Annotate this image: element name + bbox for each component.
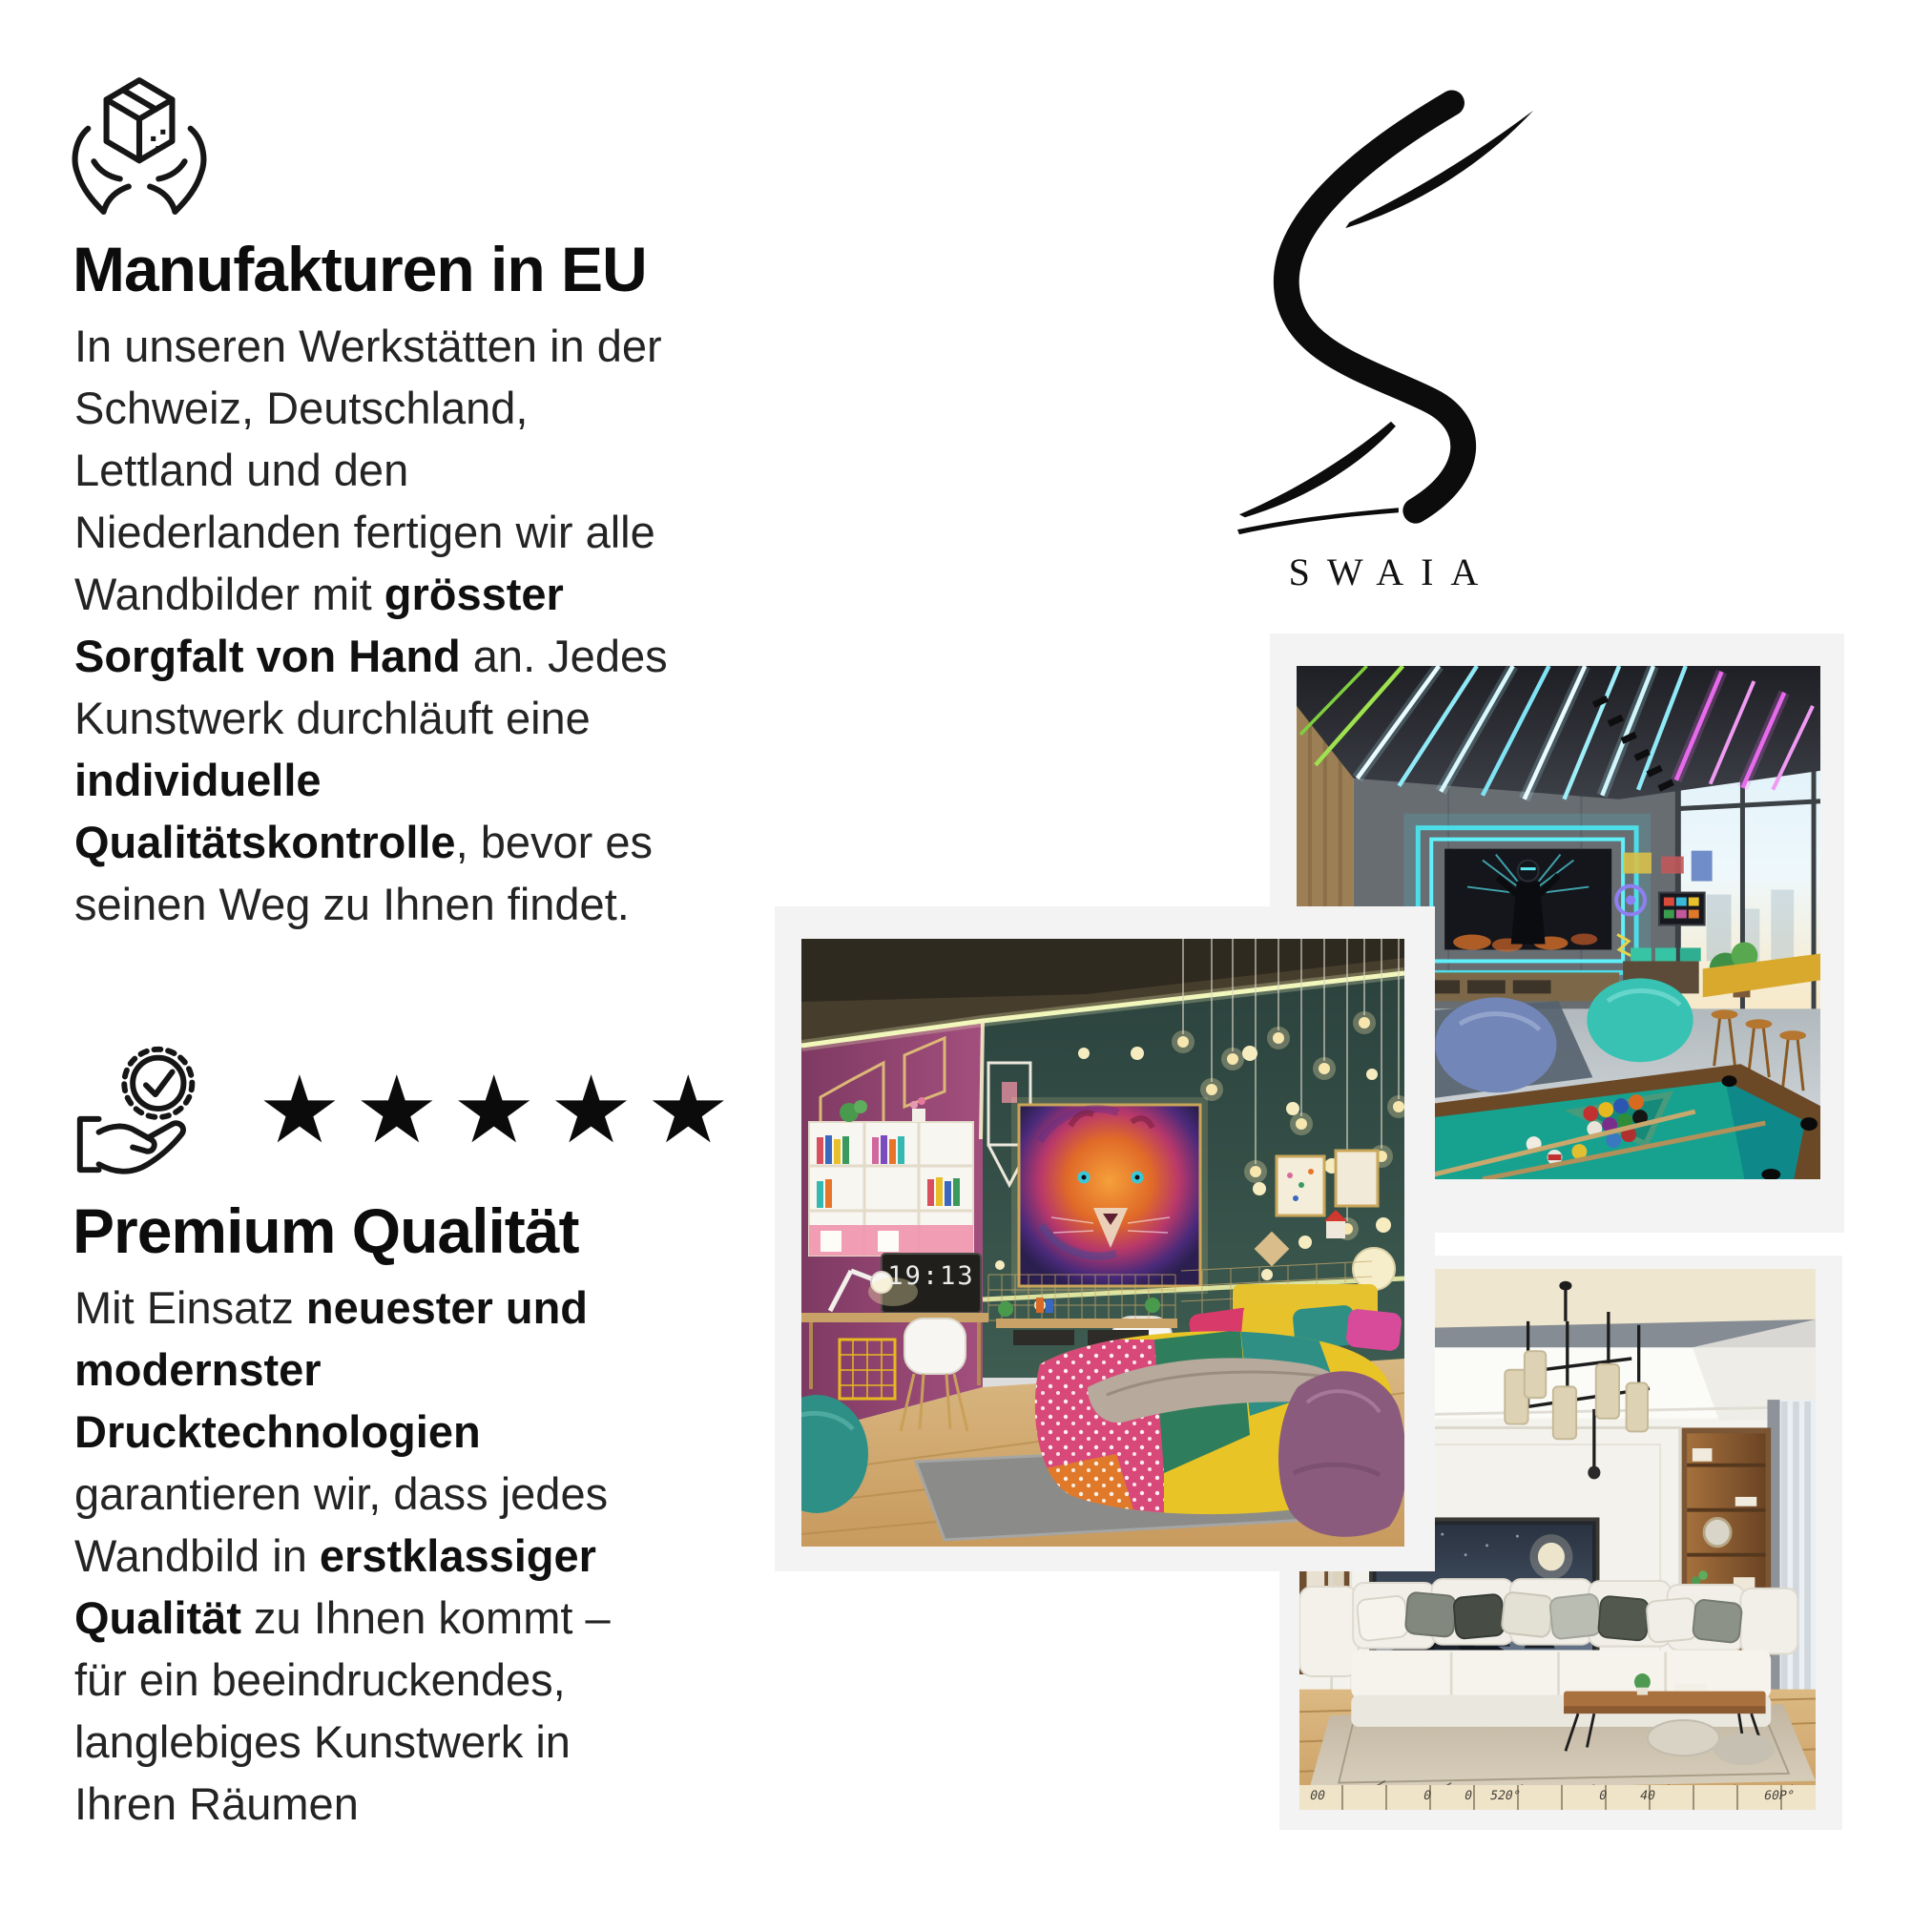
section-quality [67, 1038, 811, 1835]
manufacture-paragraph [74, 315, 811, 935]
ruler-mark: 60P° [1762, 1789, 1796, 1803]
paragraph-line: Schweiz, Deutschland, [74, 383, 529, 433]
ruler-mark: 00 [1308, 1789, 1327, 1803]
gaming-screen [1444, 849, 1611, 952]
brand-logo [1193, 88, 1574, 594]
ruler-mark: 0 [1463, 1789, 1474, 1803]
brand-name: SWAIA [1288, 551, 1496, 593]
manufacture-heading: Manufakturen in EU [73, 234, 647, 304]
paragraph-line: Kunstwerk durchläuft eine [74, 693, 591, 743]
kids-room-photo [801, 939, 1404, 1547]
five-star-rating: ★★★★★ [258, 1056, 744, 1165]
kids-room-illustration [801, 939, 1404, 1547]
lion-canvas-art [1019, 1105, 1200, 1286]
ruler-mark: 0 [1422, 1789, 1433, 1803]
paragraph-line: Qualität zu Ihnen kommt – [74, 1592, 611, 1643]
paragraph-line: Ihren Räumen [74, 1778, 359, 1829]
paragraph-line: seinen Weg zu Ihnen findet. [74, 879, 630, 929]
paragraph-line: Drucktechnologien [74, 1406, 481, 1457]
quality-heading: Premium Qualität [73, 1195, 579, 1266]
paragraph-line: Lettland und den [74, 445, 409, 495]
paragraph-line: Wandbilder mit grösster [74, 569, 564, 619]
photo-card-kids-room [775, 906, 1435, 1571]
paragraph-line: langlebiges Kunstwerk in [74, 1716, 571, 1767]
paragraph-line: Niederlanden fertigen wir alle [74, 507, 655, 557]
paragraph-line: Mit Einsatz neuester und [74, 1282, 589, 1333]
swaia-s-logo-icon [1231, 88, 1536, 548]
quality-paragraph [74, 1277, 811, 1835]
paragraph-line: Wandbild in erstklassiger [74, 1530, 596, 1581]
section-manufacture [67, 69, 811, 935]
paragraph-line: Sorgfalt von Hand an. Jedes [74, 631, 668, 681]
ruler-mark: 520° [1488, 1789, 1523, 1803]
quality-icon-row [67, 1038, 811, 1183]
hand-badge-icon [67, 1039, 218, 1182]
paragraph-line: In unseren Werkstätten in der [74, 321, 662, 371]
monitor-clock: 19:13 [887, 1261, 975, 1291]
ruler-mark: 40 [1638, 1789, 1657, 1803]
paragraph-line: garantieren wir, dass jedes [74, 1468, 609, 1519]
ruler-mark: 0 [1597, 1789, 1609, 1803]
paragraph-line: individuelle [74, 755, 322, 805]
box-in-hands-icon [67, 69, 212, 221]
paragraph-line: Qualitätskontrolle, bevor es [74, 817, 653, 867]
paragraph-line: modernster [74, 1344, 322, 1395]
paragraph-line: für ein beeindruckendes, [74, 1654, 566, 1705]
ruler-band [1299, 1785, 1816, 1810]
